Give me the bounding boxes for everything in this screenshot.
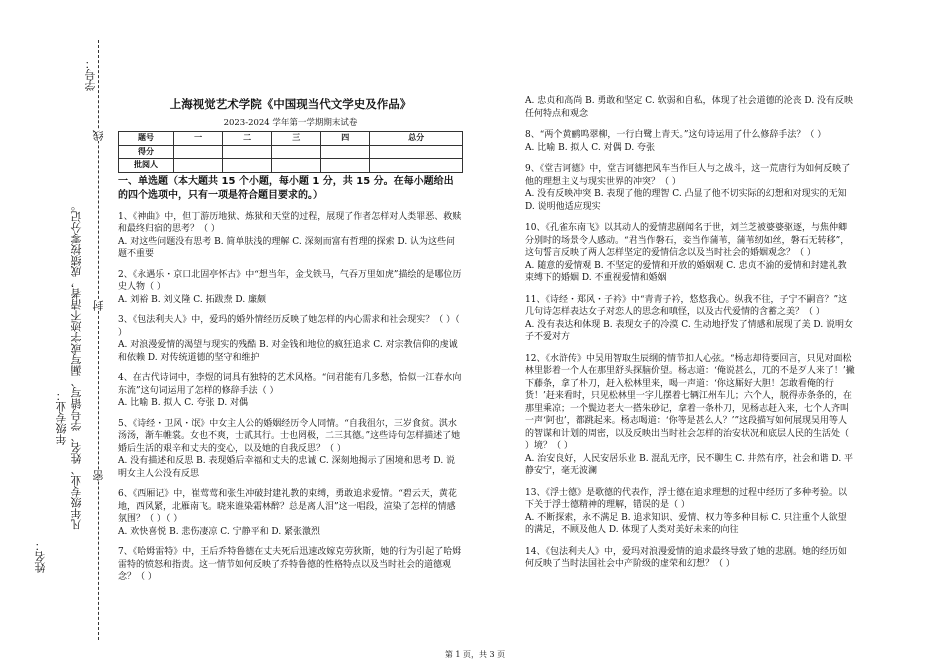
question-9 <box>525 163 855 213</box>
reviewer-row <box>119 159 463 173</box>
question-options: A. 对浪漫爱情的渴望与现实的残酷 B. 对金钱和地位的疯狂追求 C. 对宗教信仰的虔诚和依赖 D. 对传统道德的坚守和维护 <box>118 340 458 363</box>
question-stem: 1、《神曲》中，但丁游历地狱、炼狱和天堂的过程，展现了作者怎样对人类罪恶、救赎和最终归宿的思考？（ ） <box>118 211 462 234</box>
binding-warning: 凡年级专业、姓名、学号错写、漏写或字迹不清者，成绩按零分记。 <box>70 200 83 530</box>
page-footer: 第 1 页，共 3 页 <box>444 650 506 659</box>
score-header-cell: 三 <box>272 132 321 146</box>
question-1 <box>118 211 463 261</box>
question-options: A. 治安良好，人民安居乐业 B. 混乱无序，民不聊生 C. 井然有序，社会和谐 D. 平静安宁，毫无波澜 <box>525 453 854 476</box>
grade-major-label: 年级专业： <box>55 390 68 445</box>
question-stem: 2、《永遇乐・京口北固亭怀古》中“想当年，金戈铁马，气吞万里如虎”描绘的是哪位历史人物（ ） <box>118 269 462 292</box>
question-options: A. 欢快喜悦 B. 悲伤凄凉 C. 宁静平和 D. 紧张激烈 <box>118 526 321 537</box>
score-header-cell: 一 <box>174 132 223 146</box>
score-cell[interactable] <box>223 145 272 159</box>
question-stem: 6、《西厢记》中，崔莺莺和张生冲破封建礼教的束缚，勇敢追求爱情。“碧云天，黄花地，西风紧，北雁南飞。晓来谁染霜林醉？总是离人泪”这一唱段，渲染了怎样的情感氛围？（ ）（ ） <box>118 489 457 524</box>
question-4 <box>118 372 463 410</box>
student-id-label: 学号： <box>84 58 97 91</box>
question-options: A. 比喻 B. 拟人 C. 对偶 D. 夸张 <box>525 142 656 153</box>
question-options: A. 忠贞和高尚 B. 勇敢和坚定 C. 软弱和自私，体现了社会道德的沦丧 D. 没有反映任何特点和观念 <box>525 96 854 119</box>
right-column <box>525 95 855 571</box>
score-table <box>118 131 463 173</box>
question-options: A. 对这些问题没有思考 B. 简单肤浅的理解 C. 深刻而富有哲理的探索 D. 认为这些问题不重要 <box>118 236 456 259</box>
score-row-label: 得分 <box>119 145 174 159</box>
question-stem: 7、《哈姆雷特》中，王后乔特鲁德在丈夫死后迅速改嫁克劳狄斯，她的行为引起了哈姆雷特的愤怒和指责。这一情节如何反映了乔特鲁德的性格特点以及当时社会的道德观念？（ ） <box>118 547 462 582</box>
score-cell[interactable] <box>223 159 272 173</box>
question-options: A. 随意的爱情观 B. 不坚定的爱情和开放的婚姻观 C. 忠贞不渝的爱情和封建礼教束缚下的婚姻 D. 不重视爱情和婚姻 <box>525 260 847 283</box>
question-7 <box>118 546 463 584</box>
score-cell[interactable] <box>272 145 321 159</box>
question-stem: 3、《包法利夫人》中，爱玛的婚外情经历反映了她怎样的内心需求和社会现实？（ ）（ ） <box>118 315 460 338</box>
question-stem: 13、《浮士德》是歌德的代表作，浮士德在追求理想的过程中经历了多种考验。以下关于浮士德精神的理解，错误的是（ ） <box>525 487 847 510</box>
seal-char-xian: 线 <box>92 130 105 141</box>
reviewer-row-label: 批阅人 <box>119 159 174 173</box>
question-options: A. 不断探索，永不满足 B. 追求知识、爱情、权力等多种目标 C. 只注重个人欲望的满足，不顾及他人 D. 体现了人类对美好未来的向往 <box>525 512 847 535</box>
score-header-cell: 题号 <box>119 132 174 146</box>
score-row <box>119 145 463 159</box>
question-options: A. 刘裕 B. 刘义隆 C. 拓跋焘 D. 廉颇 <box>118 294 267 305</box>
exam-title: 上海视觉艺术学院《中国现当代文学史及作品》 <box>169 97 412 111</box>
score-header-cell: 四 <box>321 132 370 146</box>
question-11 <box>525 294 855 344</box>
question-5 <box>118 418 463 481</box>
student-name-label: 姓名： <box>34 540 47 573</box>
question-stem: 5、《诗经・卫风・氓》中女主人公的婚姻经历令人同情。“自我徂尔，三岁食贫。淇水汤汤，渐车帷裳。女也不爽，士贰其行。士也罔极，二三其德。”这些诗句怎样描述了她婚后生活的艰辛和丈夫的变心，以及她的自我反思？（ ） <box>118 418 461 454</box>
question-6 <box>118 488 463 538</box>
score-header-cell: 总分 <box>370 132 463 146</box>
seal-char-feng: 封 <box>92 300 105 311</box>
question-13 <box>525 487 855 537</box>
left-column <box>118 95 463 584</box>
score-cell[interactable] <box>174 145 223 159</box>
question-stem: 12、《水浒传》中吴用智取生辰纲的情节扣人心弦。“杨志却待要回言，只见对面松林里影着一个人在那里舒头探脑价望。杨志道：‘俺说甚么，兀的不是歹人来了！’撇下藤条，拿了朴刀，赶入松林里来，喝一声道：‘你这厮好大胆！怎敢看俺的行货！’赶来看时，只见松林里一字儿摆着七辆江州车儿；六个人，脱得赤条条的，在那里乘凉；一个鬓边老大一搭朱砂记，拿着一条朴刀，见杨志赶入来，七个人齐叫一声‘阿也’，都跳起来。杨志喝道：‘你等是甚么人？’”这段描写如何展现吴用等人的智谋和计划的周密，以及反映出当时社会怎样的治安状况和底层人民的生活处（ ）境？（ ） <box>525 353 855 451</box>
question-stem: 14、《包法利夫人》中，爱玛对浪漫爱情的追求最终导致了她的悲剧。她的经历如何反映了当时法国社会中产阶级的虚荣和幻想？（ ） <box>525 546 847 569</box>
question-options: A. 没有描述和反思 B. 表现婚后幸福和丈夫的忠诚 C. 深刻地揭示了困境和思考 D. 说明女主人公没有反思 <box>118 456 456 479</box>
question-14 <box>525 546 855 571</box>
question-2 <box>118 269 463 307</box>
section-heading: 一、单选题（本大题共 15 个小题，每小题 1 分，共 15 分。在每小题给出的四个选项中，只有一项是符合题目要求的。） <box>118 175 454 201</box>
score-cell[interactable] <box>321 145 370 159</box>
question-12 <box>525 353 855 478</box>
question-stem: 10、《孔雀东南飞》以其动人的爱情悲剧闻名于世，刘兰芝被婆婆驱逐，与焦仲卿分别时的场景令人感动。“君当作磐石，妾当作蒲苇，蒲苇纫如丝，磐石无转移”，这句誓言反映了两人怎样坚定的爱情信念以及当时社会的婚姻观念？（ ） <box>525 223 850 258</box>
score-cell[interactable] <box>370 159 463 173</box>
score-table-header-row <box>119 132 463 146</box>
score-cell[interactable] <box>174 159 223 173</box>
score-cell[interactable] <box>272 159 321 173</box>
question-options: A. 没有表达和体现 B. 表现女子的冷漠 C. 生动地抒发了情感和展现了美 D. 说明女子不爱对方 <box>525 319 854 342</box>
question-10 <box>525 222 855 285</box>
question-3 <box>118 314 463 364</box>
question-stem: 9、《堂吉诃德》中，堂吉诃德把风车当作巨人与之战斗，这一荒唐行为如何反映了他的理想主义与现实世界的冲突？（ ） <box>525 164 851 187</box>
question-options: A. 比喻 B. 拟人 C. 夸张 D. 对偶 <box>118 398 249 408</box>
question-8 <box>525 129 855 154</box>
score-header-cell: 二 <box>223 132 272 146</box>
seal-char-mi: 密 <box>92 470 105 481</box>
question-stem: 8、“两个黄鹂鸣翠柳，一行白鹭上青天。”这句诗运用了什么修辞手法？（ ） <box>525 130 827 140</box>
score-cell[interactable] <box>321 159 370 173</box>
question-options: A. 没有反映冲突 B. 表现了他的理智 C. 凸显了他不切实际的幻想和对现实的无知 D. 说明他适应现实 <box>525 189 847 212</box>
question-stem: 11、《诗经・郑风・子衿》中“青青子衿，悠悠我心。纵我不往，子宁不嗣音？”这几句诗怎样表达女子对恋人的思念和嗔怪，以及古代爱情的含蓄之美？（ ） <box>525 294 848 317</box>
score-cell[interactable] <box>370 145 463 159</box>
exam-subtitle: 2023-2024 学年第一学期期末试卷 <box>223 117 358 128</box>
question-stem: 4、在古代诗词中，李煜的词具有独特的艺术风格。“问君能有几多愁，恰似一江春水向东流”这句词运用了怎样的修辞手法（ ） <box>118 373 462 396</box>
question-7-options <box>525 95 855 120</box>
